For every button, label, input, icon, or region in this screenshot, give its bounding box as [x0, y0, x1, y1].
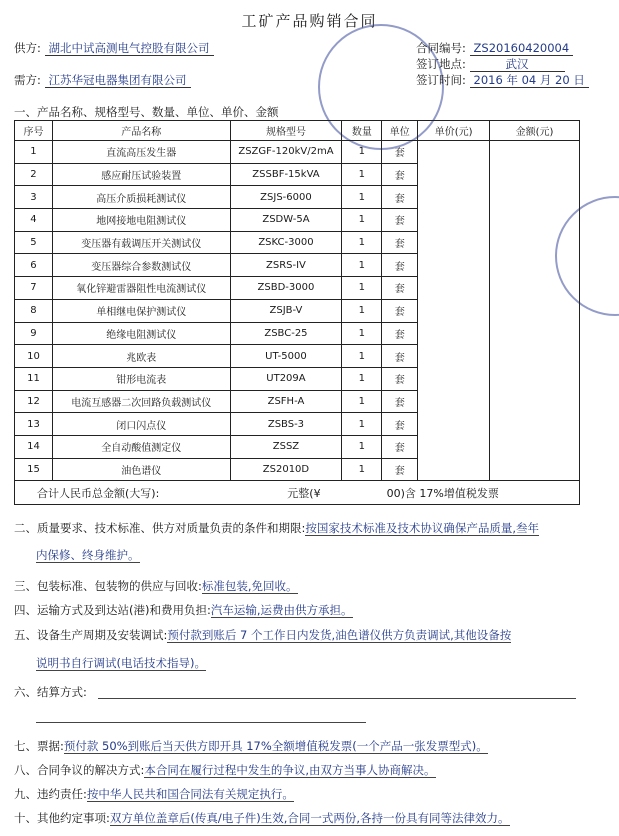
cell-qty: 1: [342, 322, 382, 345]
cell-price: [418, 254, 490, 277]
cell-price: [418, 345, 490, 368]
cell-name: 钳形电流表: [52, 367, 230, 390]
contract-title: 工矿产品购销合同: [241, 12, 378, 30]
cell-price: [418, 141, 490, 164]
term-continuation: [36, 547, 140, 563]
term-label: 七、票据:: [14, 739, 64, 753]
table-row: [15, 345, 580, 368]
term-label: 八、合同争议的解决方式:: [14, 763, 145, 777]
cell-unit: 套: [382, 322, 418, 345]
term-text: 双方单位盖章后(传真/电子件)生效,合同一式两份,各持一份具有同等法律效力。: [109, 811, 510, 825]
cell-unit: 套: [382, 163, 418, 186]
cell-no: 14: [15, 435, 53, 458]
cell-no: 2: [15, 163, 53, 186]
sign-place-label: 签订地点:: [416, 57, 466, 71]
cell-price: [418, 367, 490, 390]
cell-unit: 套: [382, 345, 418, 368]
supplier-row: [14, 40, 214, 56]
term-label: 六、结算方式:: [14, 685, 87, 699]
table-row: [15, 186, 580, 209]
table-row: [15, 435, 580, 458]
cell-no: 6: [15, 254, 53, 277]
table-row: [15, 209, 580, 232]
cell-name: 绝缘电阻测试仪: [52, 322, 230, 345]
cell-amount: [490, 367, 580, 390]
cell-no: 11: [15, 367, 53, 390]
cell-model: UT209A: [230, 367, 342, 390]
table-row: [15, 163, 580, 186]
cell-unit: 套: [382, 231, 418, 254]
cell-price: [418, 163, 490, 186]
cell-model: ZSJB-V: [230, 299, 342, 322]
table-row: [15, 458, 580, 481]
cell-price: [418, 458, 490, 481]
cell-name: 氧化锌避雷器阻性电流测试仪: [52, 277, 230, 300]
settlement-blank-line: [36, 722, 366, 723]
cell-qty: 1: [342, 413, 382, 436]
supplier-value: 湖北中试高测电气控股有限公司: [45, 41, 214, 56]
total-prefix: 合计人民币总金额(大写):: [37, 486, 160, 500]
cell-model: ZSBC-25: [230, 322, 342, 345]
cell-model: ZSJS-6000: [230, 186, 342, 209]
term-text: 预付款到账后 7 个工作日内发货,油色谱仪供方负责调试,其他设备按: [167, 628, 512, 642]
table-row: [15, 277, 580, 300]
table-row: [15, 390, 580, 413]
total-mid: 元整(¥: [287, 486, 321, 500]
sign-time-row: [416, 72, 589, 88]
cell-model: ZSZGF-120kV/2mA: [230, 141, 342, 164]
cell-unit: 套: [382, 299, 418, 322]
cell-price: [418, 435, 490, 458]
cell-model: ZSSZ: [230, 435, 342, 458]
cell-qty: 1: [342, 345, 382, 368]
cell-name: 高压介质损耗测试仪: [52, 186, 230, 209]
cell-no: 12: [15, 390, 53, 413]
term-text: 汽车运输,运费由供方承担。: [210, 603, 353, 617]
cell-no: 1: [15, 141, 53, 164]
cell-no: 4: [15, 209, 53, 232]
table-row: [15, 367, 580, 390]
cell-no: 8: [15, 299, 53, 322]
cell-amount: [490, 141, 580, 164]
cell-amount: [490, 299, 580, 322]
buyer-row: [14, 72, 191, 88]
sign-time-label: 签订时间:: [416, 73, 466, 87]
cell-name: 闭口闪点仪: [52, 413, 230, 436]
term-item: [14, 738, 488, 754]
cell-price: [418, 322, 490, 345]
cell-unit: 套: [382, 186, 418, 209]
cell-qty: 1: [342, 435, 382, 458]
cell-amount: [490, 413, 580, 436]
cell-model: ZSDW-5A: [230, 209, 342, 232]
cell-name: 电流互感器二次回路负载测试仪: [52, 390, 230, 413]
sign-time-value: 2016 年 04 月 20 日: [470, 73, 589, 88]
term-item: [14, 578, 298, 594]
cell-qty: 1: [342, 367, 382, 390]
cell-name: 直流高压发生器: [52, 141, 230, 164]
sign-place-value: 武汉: [470, 57, 565, 72]
cell-name: 感应耐压试验装置: [52, 163, 230, 186]
supplier-label: 供方:: [14, 41, 41, 55]
cell-amount: [490, 163, 580, 186]
col-header-model: 规格型号: [230, 121, 342, 141]
col-header-no: 序号: [15, 121, 53, 141]
cell-qty: 1: [342, 141, 382, 164]
cell-no: 13: [15, 413, 53, 436]
buyer-label: 需方:: [14, 73, 41, 87]
contract-no-label: 合同编号:: [416, 41, 466, 55]
contract-no-row: [416, 40, 573, 56]
term-label: 十、其他约定事项:: [14, 811, 110, 825]
cell-qty: 1: [342, 231, 382, 254]
cell-qty: 1: [342, 209, 382, 232]
cell-model: ZSKC-3000: [230, 231, 342, 254]
cell-model: ZSRS-IV: [230, 254, 342, 277]
product-table: [14, 120, 580, 505]
term-label: 五、设备生产周期及安装调试:: [14, 628, 168, 642]
cell-model: UT-5000: [230, 345, 342, 368]
term-label: 二、质量要求、技术标准、供方对质量负责的条件和期限:: [14, 521, 306, 535]
cell-model: ZS2010D: [230, 458, 342, 481]
col-header-unit: 单位: [382, 121, 418, 141]
cell-qty: 1: [342, 186, 382, 209]
cell-price: [418, 299, 490, 322]
cell-qty: 1: [342, 163, 382, 186]
contract-no-value: ZS20160420004: [470, 41, 574, 56]
col-header-name: 产品名称: [52, 121, 230, 141]
cell-no: 3: [15, 186, 53, 209]
cell-amount: [490, 322, 580, 345]
term-text: 预付款 50%到账后当天供方即开具 17%全额增值税发票(一个产品一张发票型式)。: [63, 739, 488, 753]
cell-model: ZSFH-A: [230, 390, 342, 413]
cell-model: ZSBS-3: [230, 413, 342, 436]
cell-amount: [490, 458, 580, 481]
cell-amount: [490, 186, 580, 209]
cell-unit: 套: [382, 209, 418, 232]
term-text: 本合同在履行过程中发生的争议,由双方当事人协商解决。: [144, 763, 436, 777]
col-header-qty: 数量: [342, 121, 382, 141]
term-item: [14, 627, 511, 643]
cell-unit: 套: [382, 277, 418, 300]
term-continuation-text: 说明书自行调试(电话技术指导)。: [36, 656, 206, 670]
cell-no: 10: [15, 345, 53, 368]
cell-qty: 1: [342, 390, 382, 413]
term-label: 四、运输方式及到达站(港)和费用负担:: [14, 603, 211, 617]
cell-unit: 套: [382, 141, 418, 164]
buyer-value: 江苏华冠电器集团有限公司: [45, 73, 191, 88]
cell-qty: 1: [342, 277, 382, 300]
cell-price: [418, 413, 490, 436]
cell-no: 7: [15, 277, 53, 300]
term-item: [14, 762, 436, 778]
cell-price: [418, 209, 490, 232]
total-suffix: 00)含 17%增值税发票: [386, 486, 499, 500]
cell-name: 兆欧表: [52, 345, 230, 368]
term-item: [14, 684, 87, 700]
table-row: [15, 141, 580, 164]
cell-price: [418, 231, 490, 254]
term-continuation: [36, 655, 206, 671]
section1-heading: 一、产品名称、规格型号、数量、单位、单价、金额: [14, 105, 279, 119]
cell-no: 9: [15, 322, 53, 345]
table-row: [15, 413, 580, 436]
table-row: [15, 231, 580, 254]
cell-unit: 套: [382, 367, 418, 390]
cell-unit: 套: [382, 435, 418, 458]
cell-qty: 1: [342, 299, 382, 322]
cell-qty: 1: [342, 458, 382, 481]
cell-amount: [490, 435, 580, 458]
term-label: 九、违约责任:: [14, 787, 87, 801]
table-row: [15, 299, 580, 322]
cell-name: 全自动酸值测定仪: [52, 435, 230, 458]
term-item: [14, 602, 353, 618]
total-row: [15, 481, 580, 505]
cell-amount: [490, 277, 580, 300]
col-header-price: 单价(元): [418, 121, 490, 141]
total-amount-cell: [15, 481, 580, 505]
cell-no: 5: [15, 231, 53, 254]
term-text: 标准包装,免回收。: [201, 579, 298, 593]
cell-name: 变压器有载调压开关测试仪: [52, 231, 230, 254]
term-item: [14, 786, 294, 802]
col-header-amount: 金额(元): [490, 121, 580, 141]
cell-name: 地网接地电阻测试仪: [52, 209, 230, 232]
cell-name: 变压器综合参数测试仪: [52, 254, 230, 277]
table-row: [15, 322, 580, 345]
term-item: [14, 520, 539, 536]
cell-amount: [490, 209, 580, 232]
cell-amount: [490, 231, 580, 254]
cell-no: 15: [15, 458, 53, 481]
table-header-row: [15, 121, 580, 141]
settlement-blank-line: [98, 698, 576, 699]
cell-price: [418, 390, 490, 413]
cell-amount: [490, 254, 580, 277]
cell-amount: [490, 345, 580, 368]
term-continuation-text: 内保修、终身维护。: [36, 548, 140, 562]
term-text: 按中华人民共和国合同法有关规定执行。: [86, 787, 294, 801]
table-row: [15, 254, 580, 277]
cell-model: ZSSBF-15kVA: [230, 163, 342, 186]
cell-price: [418, 186, 490, 209]
cell-qty: 1: [342, 254, 382, 277]
term-item: [14, 810, 510, 826]
cell-unit: 套: [382, 458, 418, 481]
cell-unit: 套: [382, 390, 418, 413]
cell-price: [418, 277, 490, 300]
cell-model: ZSBD-3000: [230, 277, 342, 300]
cell-amount: [490, 390, 580, 413]
cell-name: 单相继电保护测试仪: [52, 299, 230, 322]
term-label: 三、包装标准、包装物的供应与回收:: [14, 579, 202, 593]
sign-place-row: [416, 56, 565, 72]
term-text: 按国家技术标准及技术协议确保产品质量,叁年: [305, 521, 540, 535]
cell-unit: 套: [382, 254, 418, 277]
cell-unit: 套: [382, 413, 418, 436]
cell-name: 油色谱仪: [52, 458, 230, 481]
